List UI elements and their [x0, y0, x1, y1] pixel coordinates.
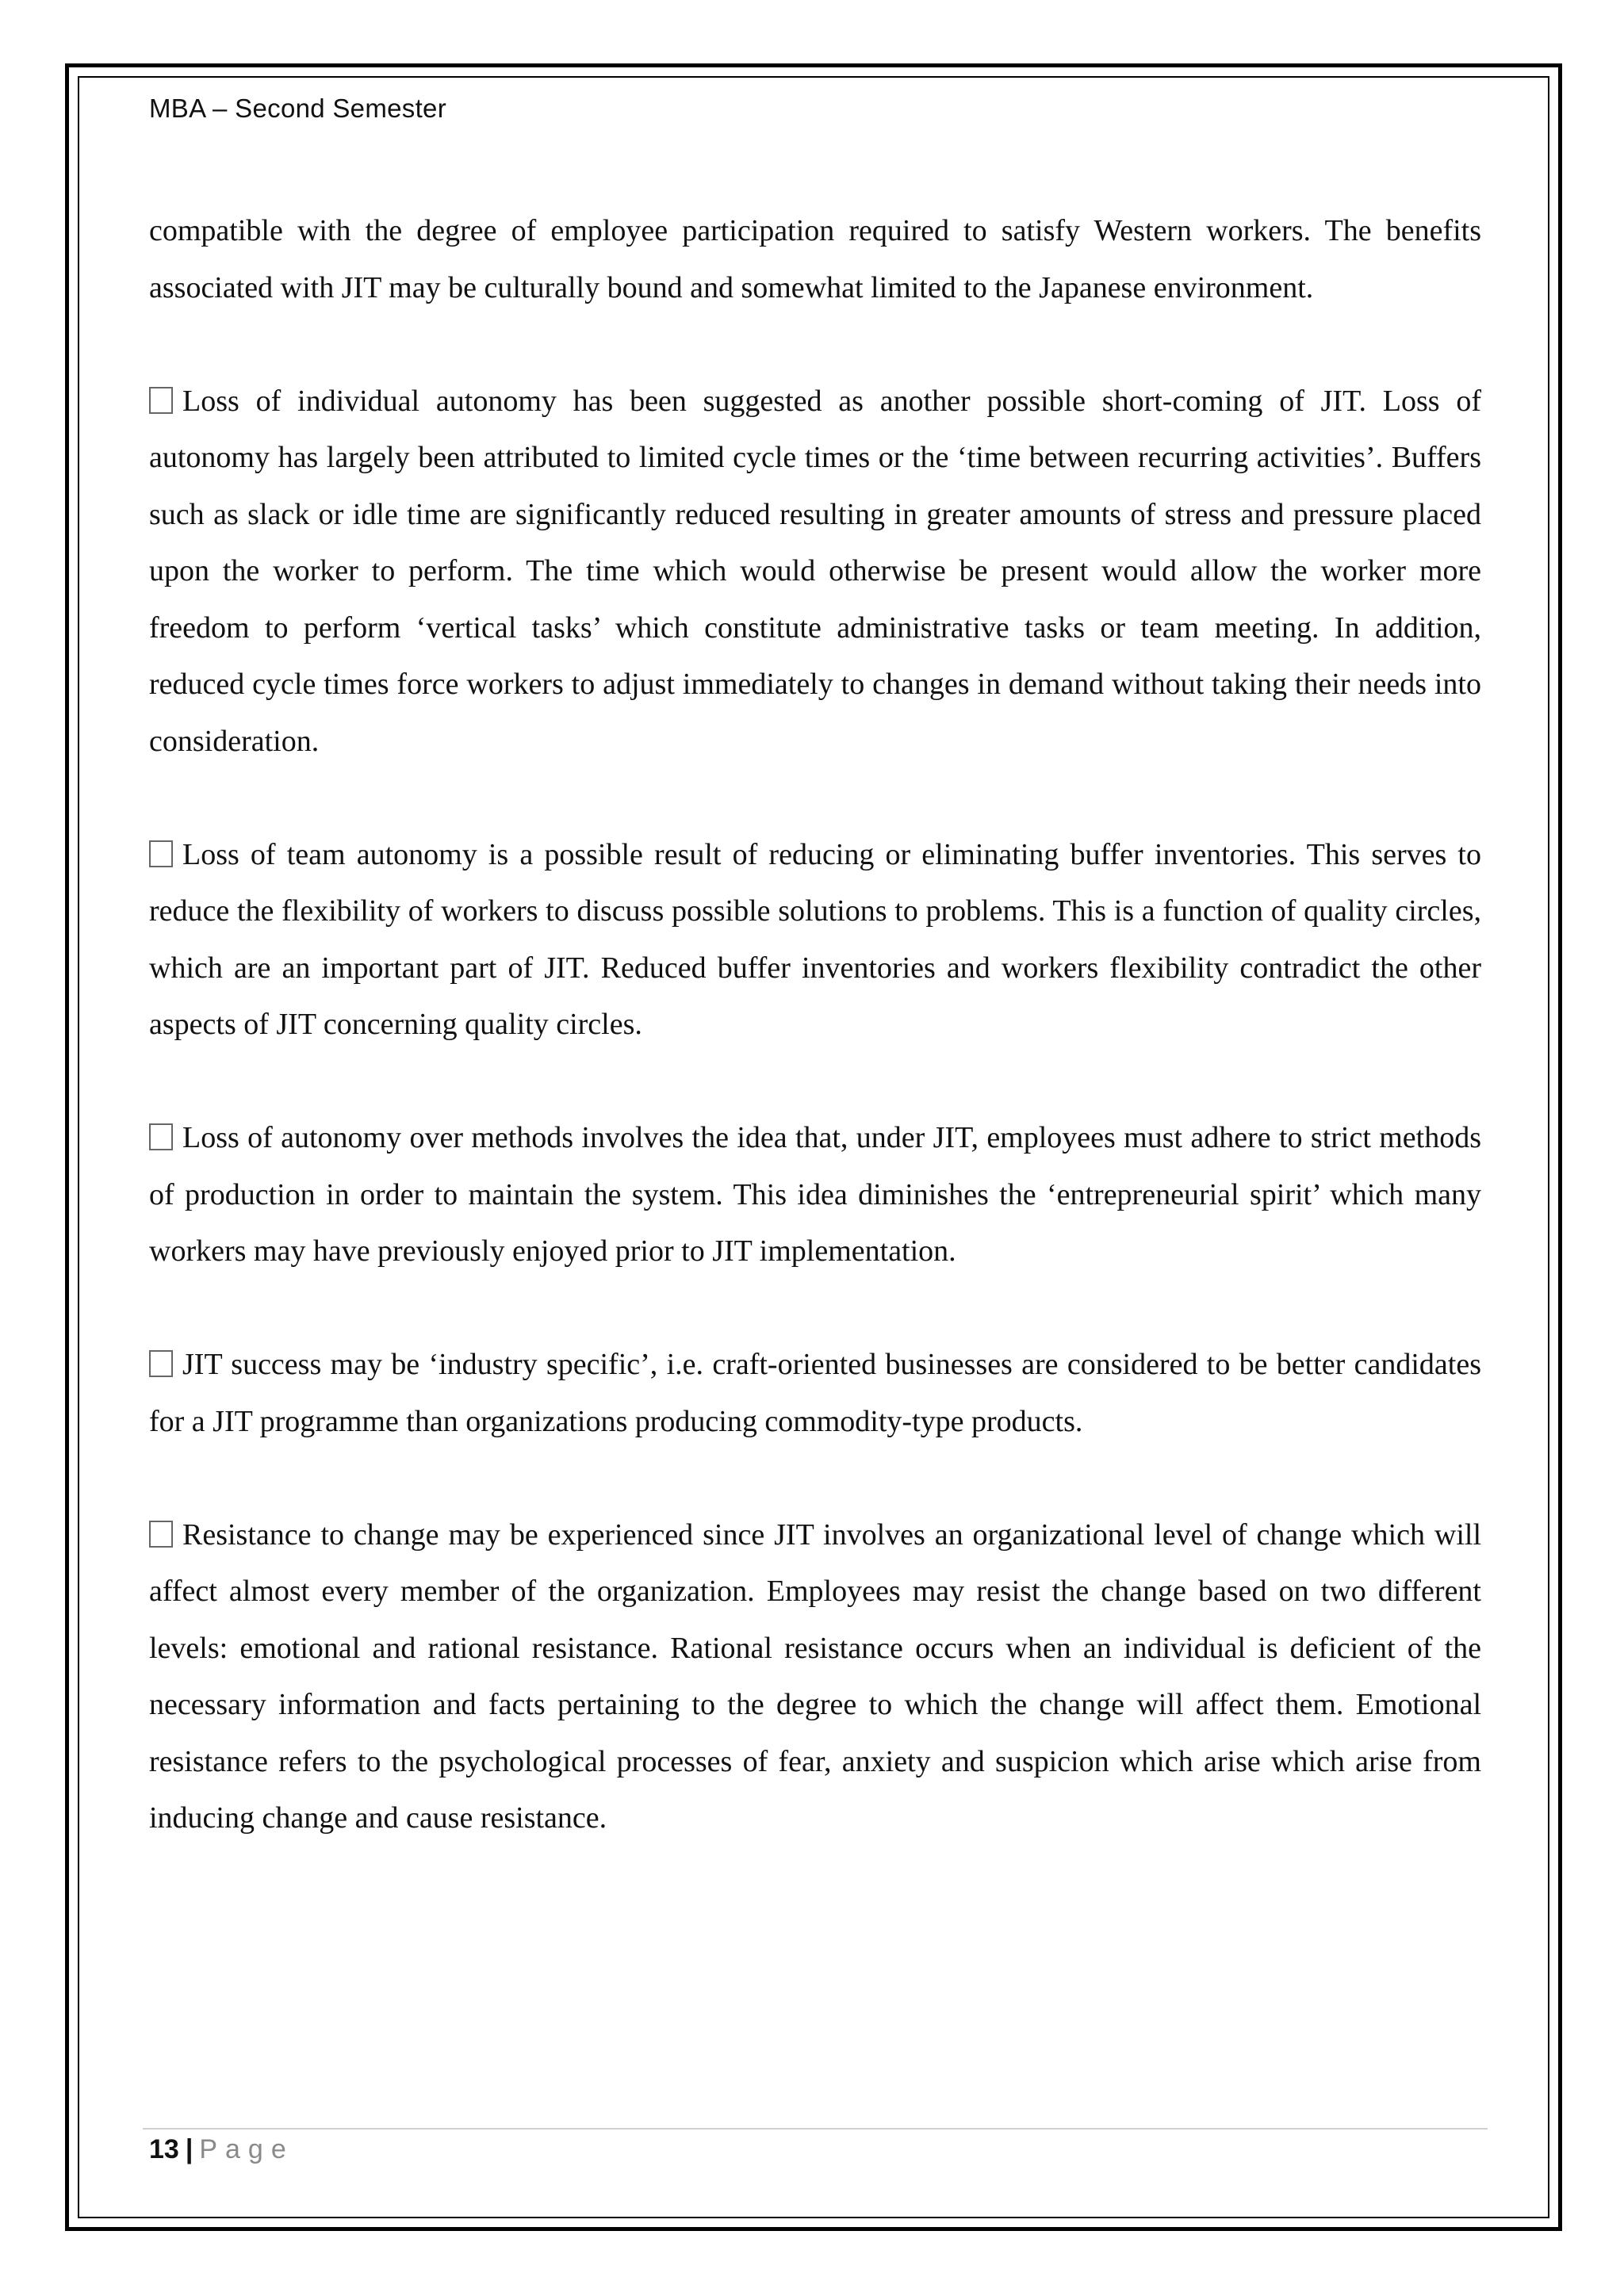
paragraph-text: compatible with the degree of employee participation required to satisfy Western workers. The benefits associated with JIT may be culturally bound and somewhat limited to the Japanese environment.: [149, 214, 1481, 304]
bullet-box-icon: [149, 840, 173, 867]
paragraph-continuation: [149, 203, 1481, 316]
footer-separator: |: [185, 2134, 193, 2164]
footer-divider: [143, 2128, 1488, 2130]
paragraph-text: Resistance to change may be experienced since JIT involves an organizational level of change which will affect almost every member of the organization. Employees may resist the change based on two different levels: emotional and rational resistance. Rational resistance occurs when an individual is deficient of the necessary information and facts pertaining to the degree to which the change will affect them. Emotional resistance refers to the psychological processes of fear, anxiety and suspicion which arise which arise from inducing change and cause resistance.: [149, 1517, 1481, 1835]
paragraph-methods-autonomy: [149, 1110, 1481, 1280]
body-text: [149, 203, 1481, 1847]
bullet-box-icon: [149, 1521, 173, 1548]
paragraph-text: Loss of team autonomy is a possible result of reducing or eliminating buffer inventories. This serves to reduce the flexibility of workers to discuss possible solutions to problems. This is a function of quality circles, which are an important part of JIT. Reduced buffer inventories and workers flexibility contradict the other aspects of JIT concerning quality circles.: [149, 837, 1481, 1041]
running-header: MBA – Second Semester: [149, 94, 446, 123]
paragraph-resistance-to-change: [149, 1507, 1481, 1847]
bullet-box-icon: [149, 387, 173, 414]
page-number: 13: [149, 2134, 179, 2164]
paragraph-team-autonomy: [149, 827, 1481, 1054]
paragraph-industry-specific: [149, 1337, 1481, 1450]
page-label: Page: [199, 2134, 294, 2164]
page-footer: [149, 2134, 294, 2165]
paragraph-individual-autonomy: [149, 373, 1481, 771]
paragraph-text: Loss of autonomy over methods involves the idea that, under JIT, employees must adhere to strict methods of production in order to maintain the system. This idea diminishes the ‘entrepreneurial spirit’ which many workers may have previously enjoyed prior to JIT implementation.: [149, 1121, 1481, 1268]
bullet-box-icon: [149, 1350, 173, 1377]
paragraph-text: JIT success may be ‘industry specific’, i.e. craft-oriented businesses are considered to be better candidates for a JIT programme than organizations producing commodity-type products.: [149, 1348, 1481, 1438]
bullet-box-icon: [149, 1123, 173, 1150]
paragraph-text: Loss of individual autonomy has been suggested as another possible short-coming of JIT. Loss of autonomy has largely been attributed to limited cycle times or the ‘time between recurring activities’. Buffers such as slack or idle time are significantly reduced resulting in greater amounts of stress and pressure placed upon the worker to perform. The time which would otherwise be present would allow the worker more freedom to perform ‘vertical tasks’ which constitute administrative tasks or team meeting. In addition, reduced cycle times force workers to adjust immediately to changes in demand without taking their needs into consideration.: [149, 384, 1481, 758]
